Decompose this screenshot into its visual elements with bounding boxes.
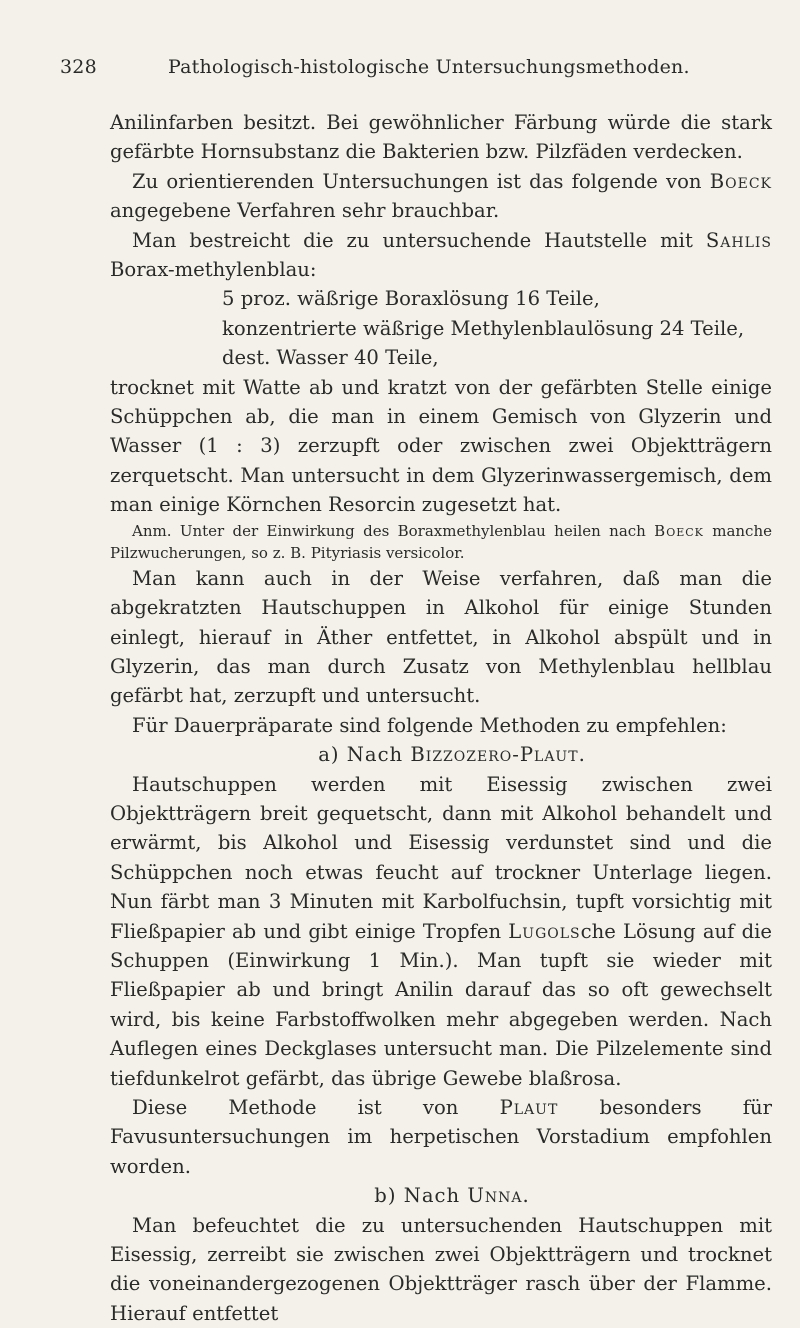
page-body: [110, 108, 772, 1328]
section-a-prefix: a) Nach: [318, 743, 411, 767]
paragraph-7-text-a: Hautschuppen werden mit Eisessig zwischen zwei Objektträgern breit gequetscht, dann mit Alkohol behandelt und erwärmt, bis Alkohol und Eisessig verdunstet sind und die Schüppchen noch etwas feucht auf trockner Unterlage liegen. Nun färbt man 3 Minuten mit Karbolfuchsin, tupft vorsichtig mit Fließpapier ab und gibt einige Tropfen: [110, 772, 772, 943]
section-b-name: Unna.: [467, 1184, 530, 1208]
paragraph-8: [110, 1093, 772, 1181]
annotation-text-a: Unter der Einwirkung des Boraxmethylenblau heilen nach: [171, 521, 655, 540]
author-name-sahli: Sahlis: [705, 228, 772, 252]
section-b-prefix: b) Nach: [374, 1184, 468, 1208]
author-name-boeck-note: Boeck: [654, 521, 704, 540]
paragraph-3-text-b: Borax-methylenblau:: [110, 258, 317, 282]
running-title: Pathologisch-histologische Untersuchungsmethoden.: [168, 56, 690, 78]
paragraph-7: [110, 770, 772, 1093]
paragraph-4: trocknet mit Watte ab und kratzt von der gefärbten Stelle einige Schüppchen ab, die man in einem Gemisch von Glyzerin und Wasser (1 : 3) zerzupft oder zwischen zwei Objektträgern zerquetscht. Man untersucht in dem Glyzerinwassergemisch, dem man einige Körnchen Resorcin zugesetzt hat.: [110, 375, 772, 517]
paragraph-8-text-b: besonders für Favusuntersuchungen im herpetischen Vorstadium empfohlen worden.: [110, 1096, 772, 1178]
paragraph-9: Man befeuchtet die zu untersuchenden Hautschuppen mit Eisessig, zerreibt sie zwischen zwei Objektträgern und trocknet die voneinandergezogenen Objektträger rasch über der Flamme. Hierauf entfettet: [110, 1213, 772, 1325]
recipe-line: 5 proz. wäßrige Boraxlösung 16 Teile,: [222, 287, 600, 311]
section-a-name: Bizzozero-Plaut.: [410, 743, 586, 767]
section-heading-b: [110, 1181, 772, 1210]
paragraph-7-text-b: che Lösung auf die Schuppen (Einwirkung 1 Min.). Man tupft sie wieder mit Fließpapier ab und bringt Anilin darauf das so oft gewechselt wird, bis keine Farbstoffwolken mehr abgegeben werden. Nach Auflegen eines Deckglases untersucht man. Die Pilzelemente sind tiefdunkelrot gefärbt, das übrige Gewebe blaßrosa.: [110, 919, 772, 1090]
recipe-line: dest. Wasser 40 Teile,: [222, 346, 439, 370]
paragraph-2-text-b: angegebene Verfahren sehr brauchbar.: [110, 199, 500, 223]
paragraph-1: Anilinfarben besitzt. Bei gewöhnlicher Färbung würde die stark gefärbte Hornsubstanz die Bakterien bzw. Pilzfäden verdecken.: [110, 111, 772, 164]
author-name-lugol: Lugols: [508, 919, 581, 943]
recipe-line: konzentrierte wäßrige Methylenblaulösung 24 Teile,: [222, 316, 745, 340]
paragraph-5: Man kann auch in der Weise verfahren, daß man die abgekratzten Hautschuppen in Alkohol für einige Stunden einlegt, hierauf in Äther entfettet, in Alkohol abspült und in Glyzerin, das man durch Zusatz von Methylenblau hellblau gefärbt hat, zerzupft und untersucht.: [110, 566, 772, 708]
recipe-list: [222, 284, 772, 372]
author-name-boeck: Boeck: [709, 169, 772, 193]
section-heading-a: [110, 740, 772, 769]
author-name-plaut: Plaut: [499, 1096, 559, 1119]
annotation-label: Anm.: [132, 521, 172, 540]
paragraph-3: [110, 226, 772, 285]
annotation-note: [110, 520, 772, 564]
paragraph-2: [110, 167, 772, 226]
paragraph-2-text-a: Zu orientierenden Untersuchungen ist das folgende von: [132, 169, 710, 193]
annotation-text-b: manche Pilzwucherungen, so z. B. Pityriasis versicolor.: [110, 521, 772, 562]
paragraph-3-text-a: Man bestreicht die zu untersuchende Hautstelle mit: [132, 228, 706, 252]
page-number: 328: [60, 56, 97, 78]
paragraph-8-text-a: Diese Methode ist von: [132, 1096, 500, 1119]
paragraph-6: Für Dauerpräparate sind folgende Methoden zu empfehlen:: [132, 713, 727, 737]
